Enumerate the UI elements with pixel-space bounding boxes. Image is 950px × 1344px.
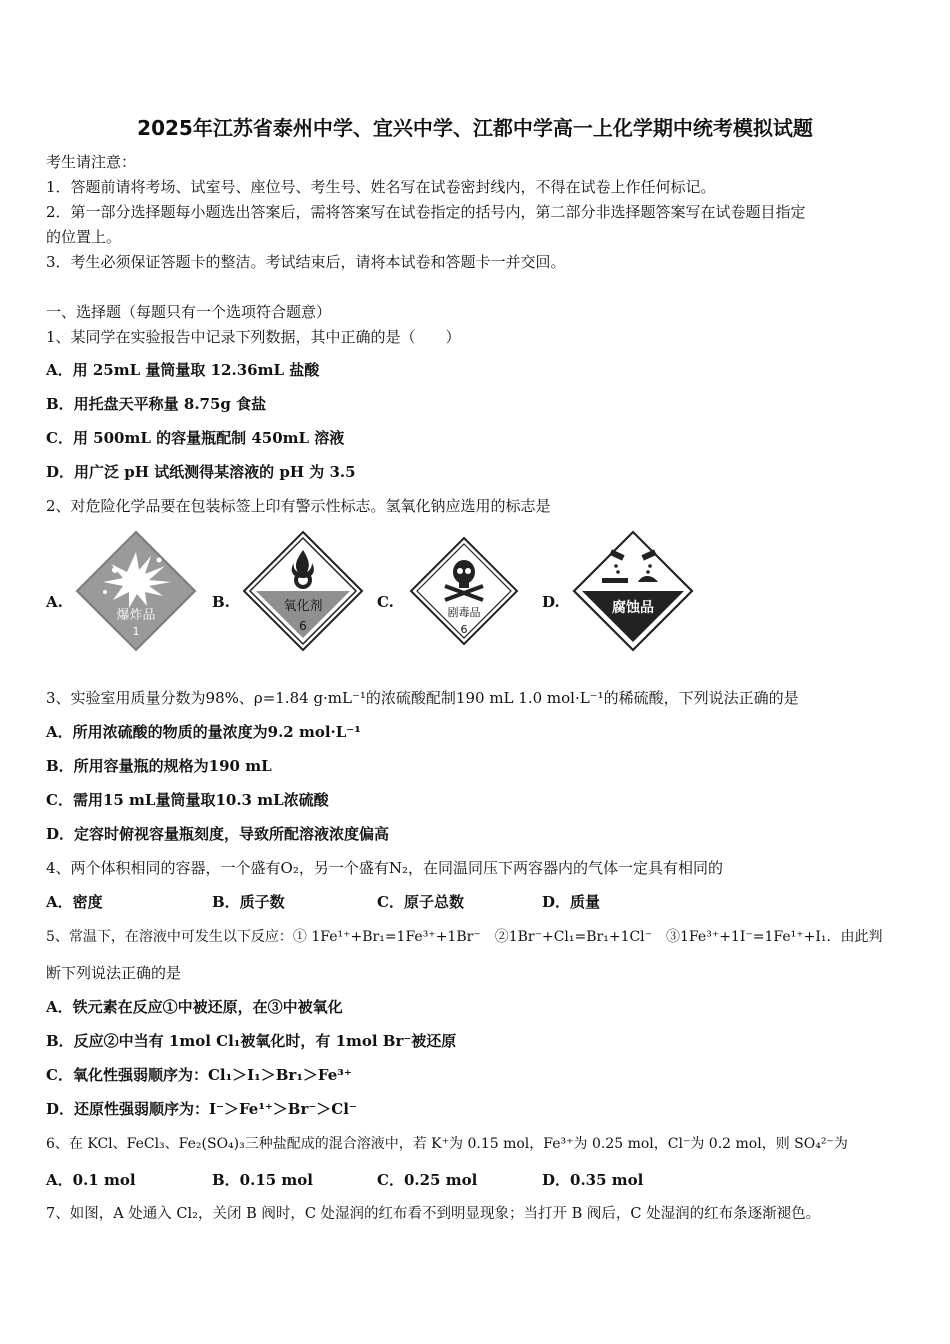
q2-stem: 2、对危险化学品要在包装标签上印有警示性标志。氢氧化钠应选用的标志是	[46, 497, 551, 515]
corrosive-hazard-sign	[572, 530, 694, 652]
sign-label-corrosive: 腐蚀品	[612, 600, 654, 616]
q6-option-b: B．0.15 mol	[212, 1171, 314, 1189]
sign-label-explosive: 爆炸品	[116, 608, 156, 623]
notice-item-2-cont: 的位置上。	[46, 228, 122, 246]
q6-option-c: C．0.25 mol	[377, 1171, 478, 1189]
q4-stem: 4、两个体积相同的容器，一个盛有O₂，另一个盛有N₂，在同温同压下两容器内的气体一定具有相同的	[46, 859, 723, 877]
sign-label-toxic: 剧毒品	[447, 606, 481, 619]
q2-letter-b: B.	[212, 593, 230, 611]
notice-heading: 考生请注意：	[46, 153, 137, 171]
sign-class-toxic: 6	[460, 623, 468, 636]
sign-class-explosive: 1	[132, 625, 140, 638]
q1-option-b: B．用托盘天平称量 8.75g 食盐	[46, 395, 267, 413]
notice-item-1: 1．答题前请将考场、试室号、座位号、考生号、姓名写在试卷密封线内，不得在试卷上作任何标记。	[46, 178, 716, 196]
q2-letter-c: C.	[377, 593, 394, 611]
q1-option-a: A．用 25mL 量筒量取 12.36mL 盐酸	[46, 361, 320, 379]
q7-stem: 7、如图，A 处通入 Cl₂，关闭 B 阀时，C 处湿润的红布看不到明显现象；当打开 B 阀后，C 处湿润的红布条逐渐褪色。	[46, 1206, 821, 1222]
q5-option-d: D．还原性强弱顺序为：I⁻＞Fe¹⁺＞Br⁻＞Cl⁻	[46, 1100, 357, 1118]
explosive-hazard-sign	[75, 530, 197, 652]
q4-option-d: D．质量	[542, 893, 601, 911]
page-title: 2025年江苏省泰州中学、宜兴中学、江都中学高一上化学期中统考模拟试题	[137, 116, 813, 140]
q2-letter-a: A.	[46, 593, 63, 611]
q5-stem-cont: 断下列说法正确的是	[46, 964, 182, 982]
q1-stem: 1、某同学在实验报告中记录下列数据，其中正确的是（ ）	[46, 328, 461, 346]
q2-letter-d: D.	[542, 593, 560, 611]
sign-label-oxidizer: 氧化剂	[283, 599, 323, 614]
q5-option-b: B．反应②中当有 1mol Cl₁被氧化时，有 1mol Br⁻被还原	[46, 1032, 457, 1050]
q4-option-a: A．密度	[46, 893, 103, 911]
section-heading: 一、选择题（每题只有一个选项符合题意）	[46, 303, 332, 321]
q4-option-b: B．质子数	[212, 893, 285, 911]
q5-option-c: C．氧化性强弱顺序为：Cl₁＞I₁＞Br₁＞Fe³⁺	[46, 1066, 352, 1084]
q5-stem: 5、常温下，在溶液中可发生以下反应：① 1Fe¹⁺+Br₁=1Fe³⁺+1Br⁻ ②1Br⁻+Cl₁=Br₁+1Cl⁻ ③1Fe³⁺+1I⁻=1Fe¹⁺+I₁．由此判	[46, 929, 883, 945]
sign-class-oxidizer: 6	[299, 619, 307, 633]
q3-option-b: B．所用容量瓶的规格为190 mL	[46, 757, 272, 775]
q6-option-d: D．0.35 mol	[542, 1171, 644, 1189]
q6-stem: 6、在 KCl、FeCl₃、Fe₂(SO₄)₃三种盐配成的混合溶液中，若 K⁺为 0.15 mol，Fe³⁺为 0.25 mol，Cl⁻为 0.2 mol，则 SO₄²⁻为	[46, 1136, 848, 1152]
oxidizer-hazard-sign	[242, 530, 364, 652]
notice-item-2: 2．第一部分选择题每小题选出答案后，需将答案写在试卷指定的括号内，第二部分非选择题答案写在试卷题目指定	[46, 203, 806, 221]
q1-option-d: D．用广泛 pH 试纸测得某溶液的 pH 为 3.5	[46, 463, 356, 481]
notice-item-3: 3．考生必须保证答题卡的整洁。考试结束后，请将本试卷和答题卡一并交回。	[46, 253, 566, 271]
q3-option-d: D．定容时俯视容量瓶刻度，导致所配溶液浓度偏高	[46, 825, 390, 843]
q3-option-c: C．需用15 mL量筒量取10.3 mL浓硫酸	[46, 791, 329, 809]
q3-stem: 3、实验室用质量分数为98%、ρ=1.84 g·mL⁻¹的浓硫酸配制190 mL 1.0 mol·L⁻¹的稀硫酸，下列说法正确的是	[46, 689, 799, 707]
q6-option-a: A．0.1 mol	[46, 1171, 136, 1189]
toxic-hazard-sign	[403, 530, 525, 652]
q5-option-a: A．铁元素在反应①中被还原，在③中被氧化	[46, 998, 343, 1016]
q3-option-a: A．所用浓硫酸的物质的量浓度为9.2 mol·L⁻¹	[46, 723, 361, 741]
q4-option-c: C．原子总数	[377, 893, 464, 911]
q1-option-c: C．用 500mL 的容量瓶配制 450mL 溶液	[46, 429, 345, 447]
